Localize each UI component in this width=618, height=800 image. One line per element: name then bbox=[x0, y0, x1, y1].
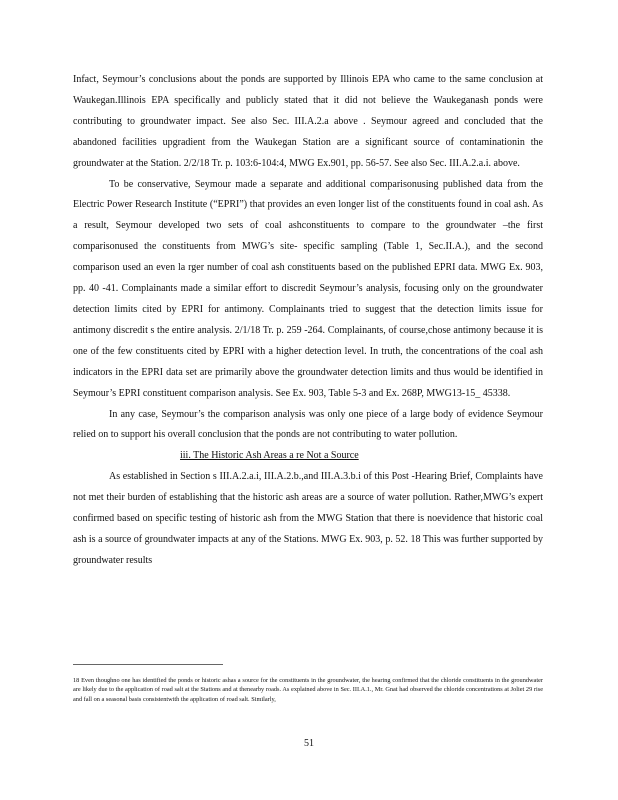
section-heading: iii. The Historic Ash Areas a re Not a Source bbox=[180, 450, 359, 462]
paragraph-epri-comparison: To be conservative, Seymour made a separate and additional comparisonusing published data from the Electric Power Research Institute (“EPRI”) that provides an even longer list of the constituents found in coal ash. As a result, Seymour developed two sets of coal ashconstituents to compare to the groundwater –the first comparisonused the constituents from MWG’s site- specific sampling (Table 1, Sec.II.A.), and the second comparison used an even la rger number of coal ash constituents based on the published EPRI data. MWG Ex. 903, pp. 40 -41. Complainants made a similar effort to discredit Seymour’s analysis, focusing only on the groundwater detection limits cited by EPRI for antimony. Complainants tried to suggest that the detection limits issue for antimony discredit s the entire analysis. 2/1/18 Tr. p. 259 -264. Complainants, of course,chose antimony because it is one of the few constituents cited by EPRI with a higher detection level. In truth, the concentrations of the coal ash indicators in the EPRI data set are primarily above the groundwater detection limits and thus would be identified in Seymour’s EPRI constituent comparison analysis. See Ex. 903, Table 5-3 and Ex. 268P, MWG13-15_ 45338. bbox=[73, 178, 543, 399]
paragraph-any-case: In any case, Seymour’s the comparison analysis was only one piece of a large body of evidence Seymour relied on to support his overall conclusion that the ponds are not contributing to water pollution. bbox=[73, 408, 543, 441]
page-number: 51 bbox=[304, 738, 314, 749]
paragraph-historic-ash: As established in Section s III.A.2.a.i, III.A.2.b.,and III.A.3.b.i of this Post -Hearing Brief, Complaints have not met their burden of establishing that the historic ash areas are a source of water pollution. Rather,MWG’s expert confirmed based on specific testing of historic ash from the MWG Station that there is noevidence that historic coal ash is a source of groundwater impacts at any of the Stations. MWG Ex. 903, p. 52. 18 This was further supported by groundwater results bbox=[73, 471, 543, 566]
body-text bbox=[73, 70, 543, 572]
paragraph-ponds-conclusion: Infact, Seymour’s conclusions about the ponds are supported by Illinois EPA who came to the same conclusion at Waukegan.Illinois EPA specifically and publicly stated that it did not believe the Waukeganash ponds were contributing to groundwater impact. See also Sec. III.A.2.a above . Seymour agreed and concluded that the abandoned facilities upgradient from the Waukegan Station are a significant source of contaminationin the groundwater at the Station. 2/2/18 Tr. p. 103:6-104:4, MWG Ex.901, pp. 56-57. See also Sec. III.A.2.a.i. above. bbox=[73, 74, 543, 169]
footnote-18: 18 Even thoughno one has identified the ponds or historic ashas a source for the constituents in the groundwater, the hearing confirmed that the chloride constituents in the groundwater are likely due to the application of road salt at the Stations and at thenearby roads. As explained above in Sec. III.A.1., Mr. Gnat had observed the chloride concentrations at Joliet 29 rise and fall on a seasonal basis consistentwith the application of road salt. Similarly, bbox=[73, 677, 543, 703]
footnote-divider bbox=[73, 664, 223, 665]
